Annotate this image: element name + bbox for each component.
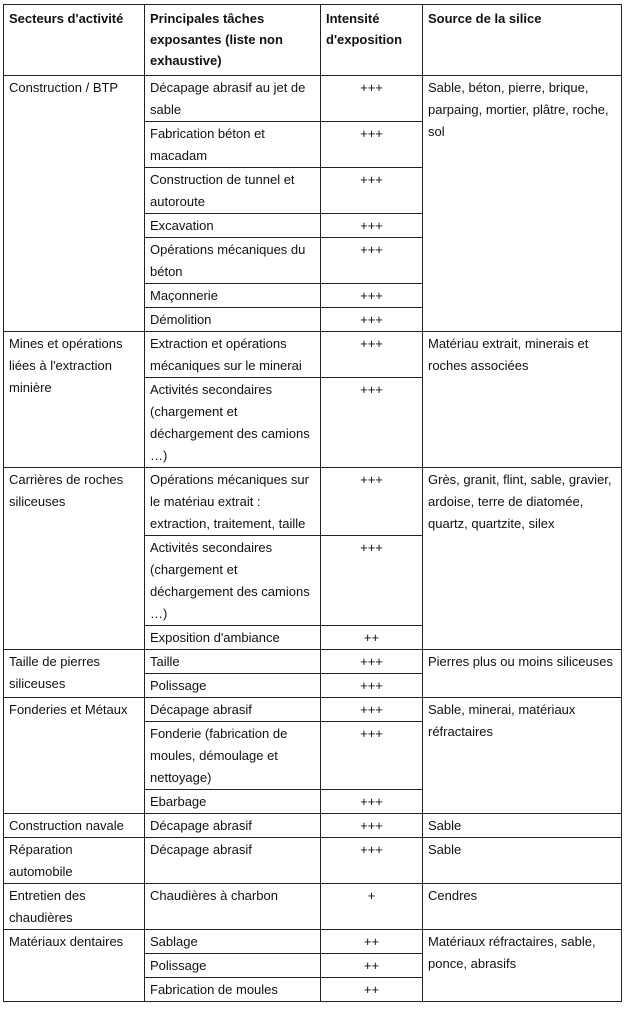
table-header <box>4 5 622 76</box>
sector-cell: Réparation automobile <box>4 838 145 884</box>
intensity-cell: +++ <box>321 814 423 838</box>
intensity-cell: ++ <box>321 930 423 954</box>
intensity-cell: +++ <box>321 284 423 308</box>
table-row <box>4 468 622 536</box>
table-body <box>4 76 622 1002</box>
task-cell: Polissage <box>145 954 321 978</box>
task-cell: Sablage <box>145 930 321 954</box>
sector-cell: Carrières de roches siliceuses <box>4 468 145 650</box>
header-tasks: Principales tâches exposantes (liste non exhaustive) <box>145 5 321 76</box>
table-row <box>4 76 622 122</box>
task-cell: Décapage abrasif au jet de sable <box>145 76 321 122</box>
task-cell: Excavation <box>145 214 321 238</box>
table-row <box>4 838 622 884</box>
intensity-cell: +++ <box>321 698 423 722</box>
intensity-cell: +++ <box>321 650 423 674</box>
intensity-cell: +++ <box>321 308 423 332</box>
task-cell: Chaudières à charbon <box>145 884 321 930</box>
intensity-cell: ++ <box>321 954 423 978</box>
task-cell: Ebarbage <box>145 790 321 814</box>
task-cell: Fabrication béton et macadam <box>145 122 321 168</box>
intensity-cell: +++ <box>321 332 423 378</box>
task-cell: Décapage abrasif <box>145 838 321 884</box>
header-sector: Secteurs d'activité <box>4 5 145 76</box>
intensity-cell: ++ <box>321 626 423 650</box>
intensity-cell: ++ <box>321 978 423 1002</box>
table-row <box>4 884 622 930</box>
intensity-cell: +++ <box>321 674 423 698</box>
source-cell: Sable, béton, pierre, brique, parpaing, mortier, plâtre, roche, sol <box>423 76 622 332</box>
task-cell: Taille <box>145 650 321 674</box>
source-cell: Sable, minerai, matériaux réfractaires <box>423 698 622 814</box>
task-cell: Décapage abrasif <box>145 814 321 838</box>
sector-cell: Fonderies et Métaux <box>4 698 145 814</box>
table-row <box>4 814 622 838</box>
source-cell: Matériau extrait, minerais et roches associées <box>423 332 622 468</box>
sector-cell: Construction / BTP <box>4 76 145 332</box>
intensity-cell: +++ <box>321 122 423 168</box>
task-cell: Activités secondaires (chargement et déchargement des camions …) <box>145 536 321 626</box>
sector-cell: Construction navale <box>4 814 145 838</box>
sector-cell: Mines et opérations liées à l'extraction minière <box>4 332 145 468</box>
task-cell: Fabrication de moules <box>145 978 321 1002</box>
sector-cell: Entretien des chaudières <box>4 884 145 930</box>
task-cell: Construction de tunnel et autoroute <box>145 168 321 214</box>
sector-cell: Matériaux dentaires <box>4 930 145 1002</box>
intensity-cell: +++ <box>321 76 423 122</box>
task-cell: Maçonnerie <box>145 284 321 308</box>
header-source: Source de la silice <box>423 5 622 76</box>
source-cell: Cendres <box>423 884 622 930</box>
silica-exposure-table <box>3 4 622 1002</box>
task-cell: Extraction et opérations mécaniques sur le minerai <box>145 332 321 378</box>
table-row <box>4 930 622 954</box>
source-cell: Sable <box>423 814 622 838</box>
table-row <box>4 650 622 674</box>
task-cell: Exposition d'ambiance <box>145 626 321 650</box>
table-row <box>4 698 622 722</box>
intensity-cell: +++ <box>321 838 423 884</box>
source-cell: Matériaux réfractaires, sable, ponce, abrasifs <box>423 930 622 1002</box>
task-cell: Décapage abrasif <box>145 698 321 722</box>
task-cell: Opérations mécaniques du béton <box>145 238 321 284</box>
task-cell: Opérations mécaniques sur le matériau extrait : extraction, traitement, taille <box>145 468 321 536</box>
intensity-cell: +++ <box>321 536 423 626</box>
task-cell: Démolition <box>145 308 321 332</box>
intensity-cell: +++ <box>321 168 423 214</box>
sector-cell: Taille de pierres siliceuses <box>4 650 145 698</box>
intensity-cell: +++ <box>321 378 423 468</box>
header-intensity: Intensité d'exposition <box>321 5 423 76</box>
intensity-cell: +++ <box>321 790 423 814</box>
table-row <box>4 332 622 378</box>
task-cell: Polissage <box>145 674 321 698</box>
intensity-cell: +++ <box>321 238 423 284</box>
source-cell: Pierres plus ou moins siliceuses <box>423 650 622 698</box>
source-cell: Grès, granit, flint, sable, gravier, ardoise, terre de diatomée, quartz, quartzite, silex <box>423 468 622 650</box>
intensity-cell: + <box>321 884 423 930</box>
task-cell: Fonderie (fabrication de moules, démoulage et nettoyage) <box>145 722 321 790</box>
intensity-cell: +++ <box>321 468 423 536</box>
task-cell: Activités secondaires (chargement et déchargement des camions …) <box>145 378 321 468</box>
intensity-cell: +++ <box>321 214 423 238</box>
source-cell: Sable <box>423 838 622 884</box>
header-row <box>4 5 622 76</box>
intensity-cell: +++ <box>321 722 423 790</box>
